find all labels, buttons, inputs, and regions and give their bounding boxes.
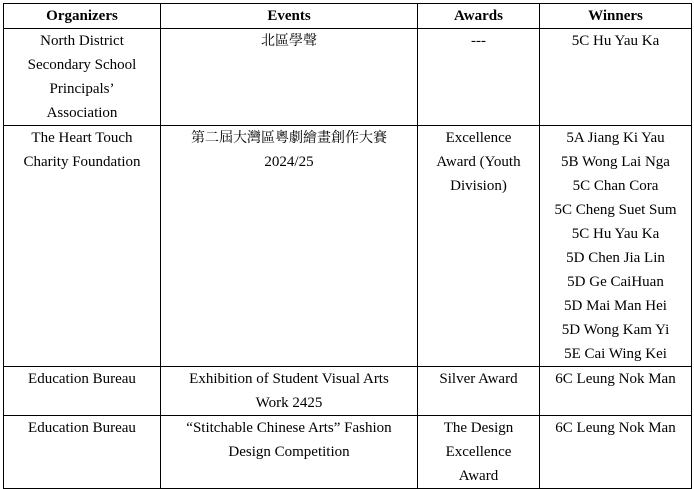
table-row <box>4 29 692 126</box>
event-line: Exhibition of Student Visual Arts <box>189 371 389 387</box>
winner-line: 5C Chan Cora <box>572 178 659 194</box>
header-awards: Awards <box>418 4 540 29</box>
organizer-cell <box>4 416 161 489</box>
event-cell <box>161 29 418 126</box>
event-line: Work 2425 <box>255 395 323 411</box>
table-row <box>4 367 692 416</box>
winners-cell <box>540 29 692 126</box>
winners-cell <box>540 416 692 489</box>
award-line: --- <box>471 33 486 49</box>
organizer-line: Education Bureau <box>28 420 136 436</box>
event-line: “Stitchable Chinese Arts” Fashion <box>186 420 392 436</box>
header-organizers: Organizers <box>4 4 161 29</box>
winners-cell <box>540 367 692 416</box>
winner-line: 5E Cai Wing Kei <box>564 346 667 362</box>
organizer-line: Education Bureau <box>28 371 136 387</box>
award-line: Silver Award <box>439 371 518 387</box>
winner-line: 5D Chen Jia Lin <box>566 250 665 266</box>
event-line: Design Competition <box>228 444 350 460</box>
award-cell <box>418 29 540 126</box>
header-winners: Winners <box>540 4 692 29</box>
award-line: Award (Youth <box>436 154 521 170</box>
organizer-cell <box>4 126 161 367</box>
winner-line: 5A Jiang Ki Yau <box>566 130 665 146</box>
award-line: Excellence <box>445 444 512 460</box>
winner-line: 5D Wong Kam Yi <box>561 322 670 338</box>
header-events: Events <box>161 4 418 29</box>
winner-line: 5D Mai Man Hei <box>564 298 667 314</box>
winner-line: 5B Wong Lai Nga <box>561 154 670 170</box>
award-line: Award <box>458 468 499 484</box>
event-cell <box>161 367 418 416</box>
winners-cell <box>540 126 692 367</box>
organizer-line: Charity Foundation <box>23 154 141 170</box>
table-row <box>4 126 692 367</box>
event-cell <box>161 416 418 489</box>
event-line: 北區學聲 <box>261 33 317 49</box>
event-cell <box>161 126 418 367</box>
organizer-cell <box>4 29 161 126</box>
winner-line: 6C Leung Nok Man <box>555 420 676 436</box>
award-cell <box>418 126 540 367</box>
award-cell <box>418 367 540 416</box>
award-line: Division) <box>450 178 507 194</box>
organizer-cell <box>4 367 161 416</box>
award-line: The Design <box>443 420 514 436</box>
event-line: 第二屆大灣區粵劇繪畫創作大賽 <box>191 130 387 146</box>
winner-line: 5C Cheng Suet Sum <box>554 202 677 218</box>
organizer-line: North District <box>40 33 124 49</box>
winner-line: 5C Hu Yau Ka <box>571 33 660 49</box>
winner-line: 5C Hu Yau Ka <box>571 226 660 242</box>
winner-line: 5D Ge CaiHuan <box>567 274 664 290</box>
organizer-line: Secondary School <box>27 57 137 73</box>
awards-table <box>3 3 692 489</box>
award-cell <box>418 416 540 489</box>
event-line: 2024/25 <box>264 154 314 170</box>
winner-line: 6C Leung Nok Man <box>555 371 676 387</box>
organizer-line: Association <box>46 105 118 121</box>
organizer-line: The Heart Touch <box>31 130 133 146</box>
award-line: Excellence <box>445 130 512 146</box>
table-row <box>4 416 692 489</box>
organizer-line: Principals’ <box>49 81 115 97</box>
header-row <box>4 4 692 29</box>
